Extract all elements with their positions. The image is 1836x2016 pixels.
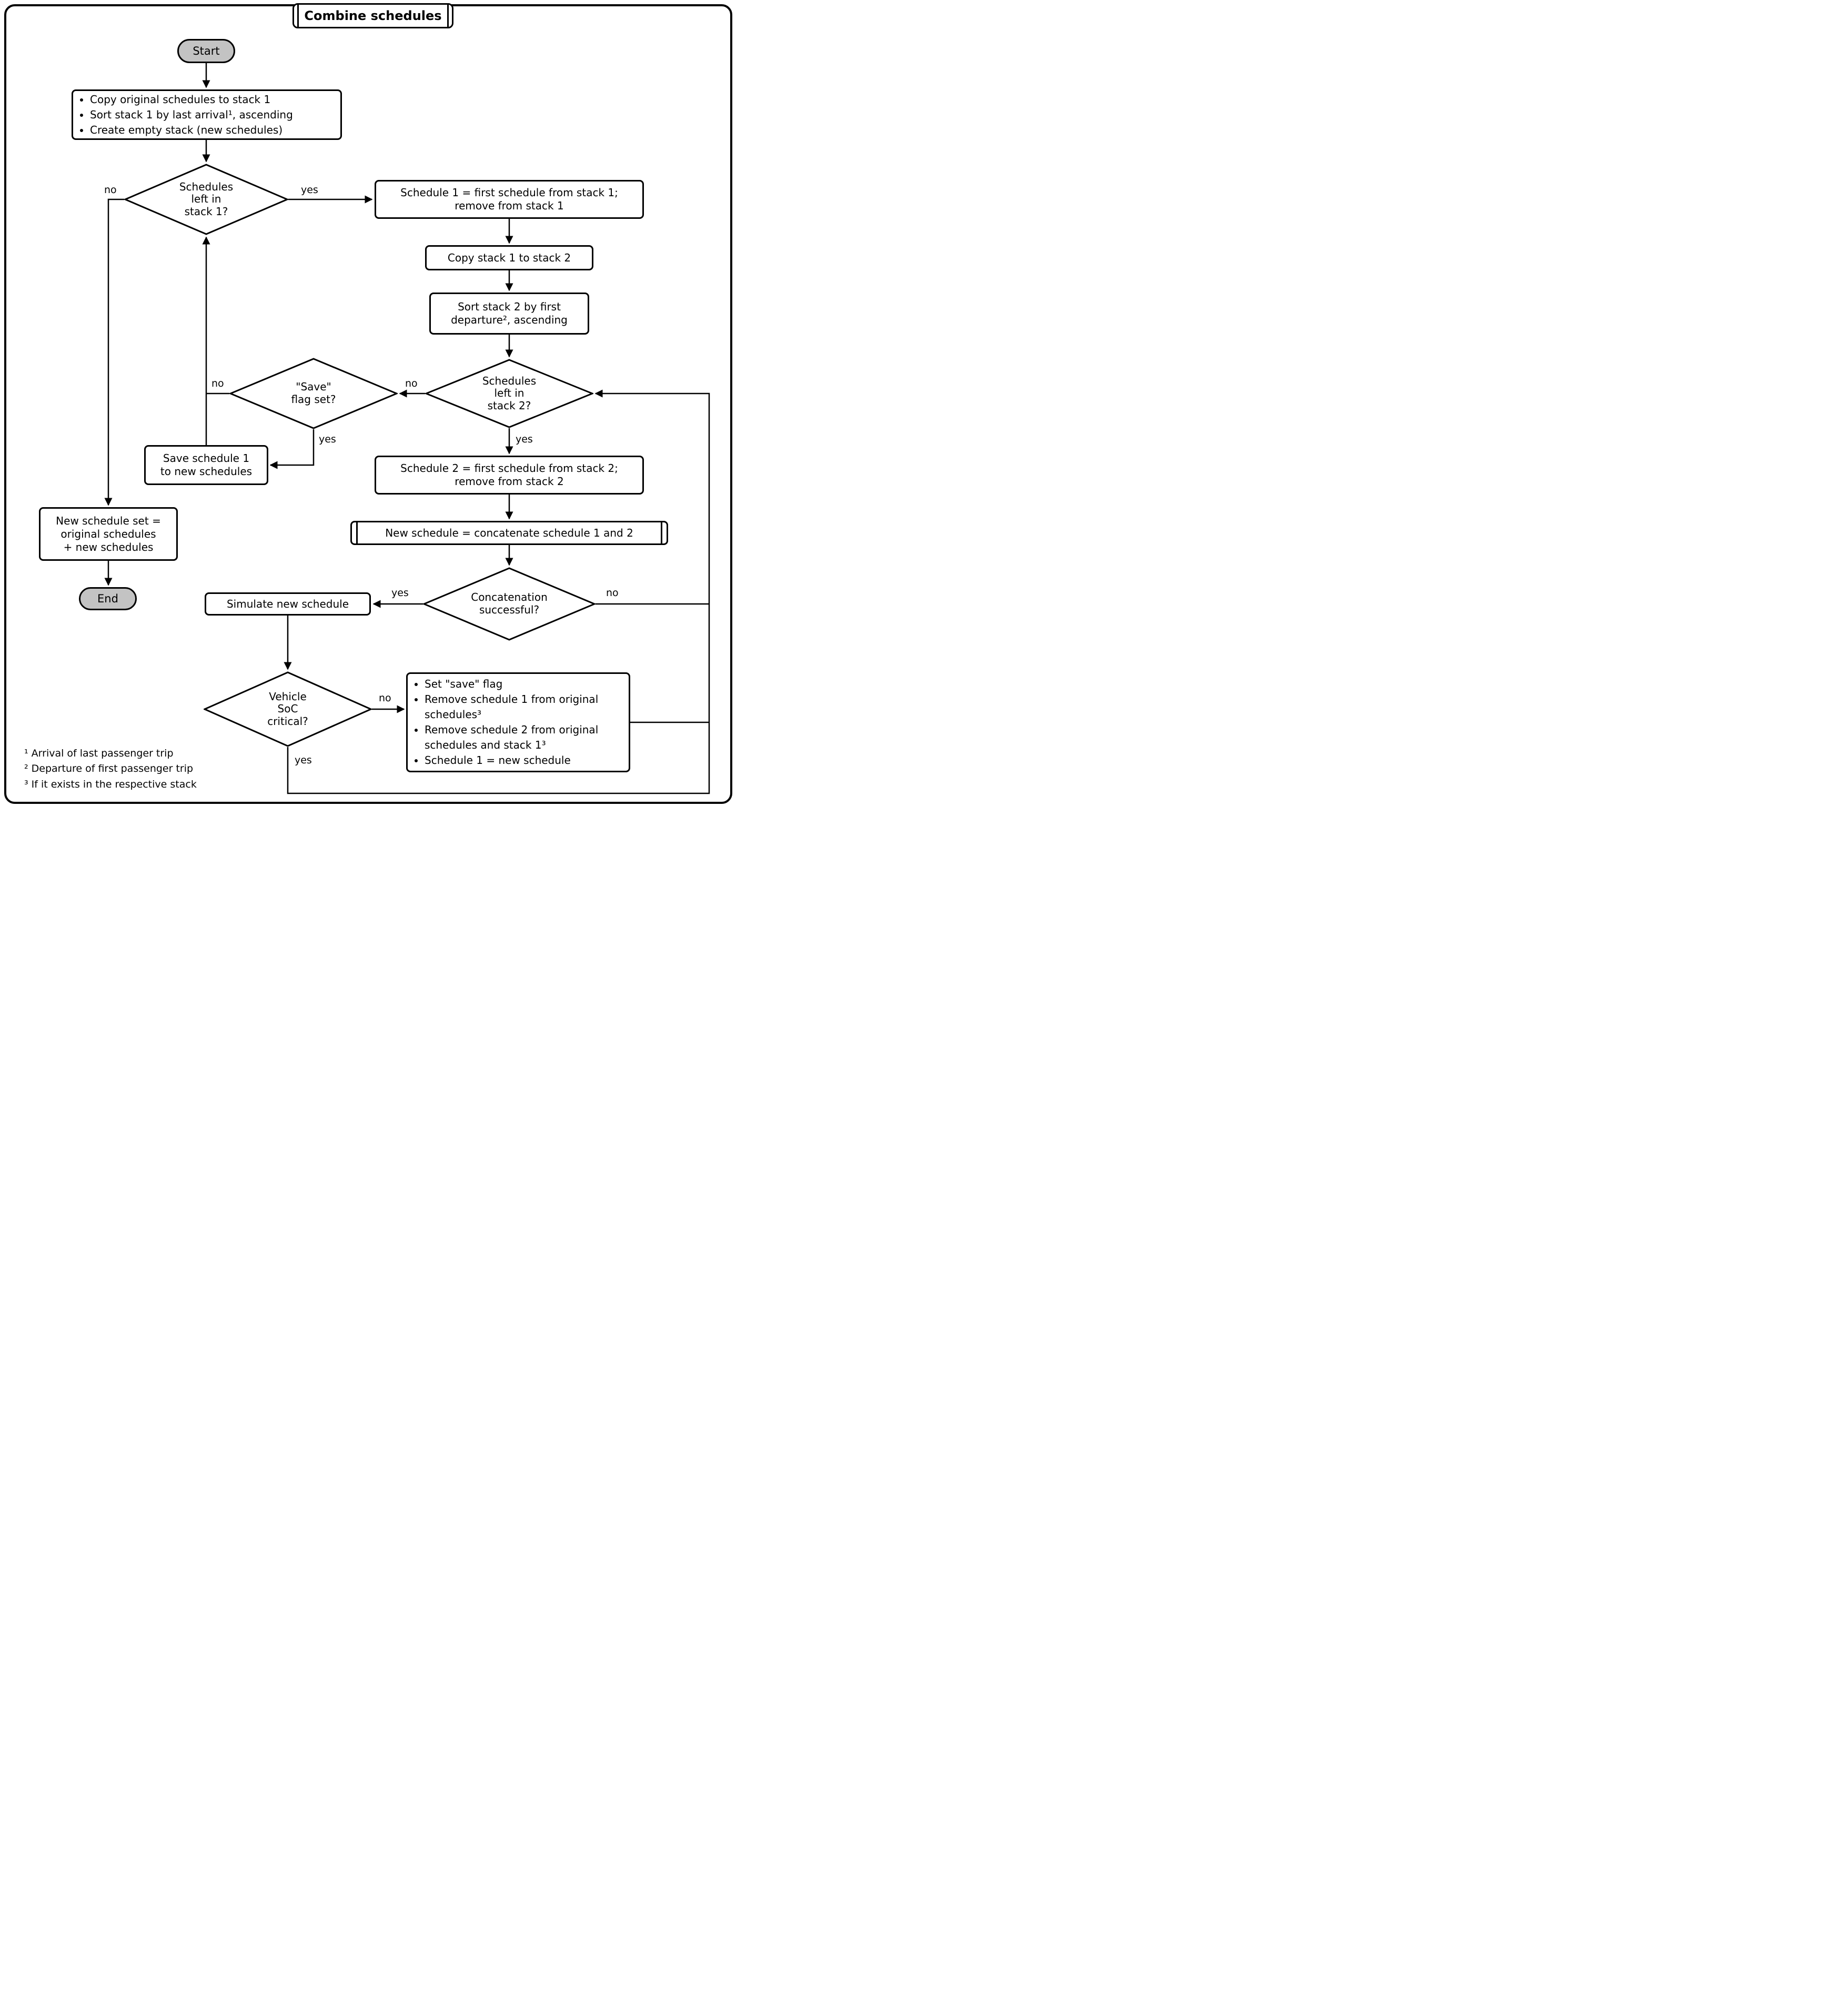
soc-critical-line: SoC (277, 702, 298, 715)
edge-label-soc-yes: yes (295, 754, 312, 766)
take-schedule1-line: Schedule 1 = first schedule from stack 1; (400, 186, 618, 199)
edge-label-saveflag-yes: yes (319, 434, 336, 445)
edge-label-stack2-no: no (405, 378, 418, 389)
edge-label-concat-no: no (606, 587, 619, 599)
edge-label-stack2-yes: yes (516, 434, 533, 445)
stack2-left-line: left in (494, 387, 524, 400)
update-bullet: • Remove schedule 2 from original schedules and stack 1³ (425, 722, 623, 753)
edge-label-concat-yes: yes (391, 587, 409, 599)
soc-critical-line: Vehicle (269, 690, 307, 703)
edge-label-stack1-no: no (104, 184, 117, 196)
stack1-left-line: Schedules (179, 180, 234, 193)
save-flag-line: flag set? (291, 393, 336, 406)
start-terminal (177, 39, 235, 63)
copy-stack-label: Copy stack 1 to stack 2 (447, 251, 571, 264)
stack1-left-decision (124, 164, 288, 235)
save-flag-decision (229, 358, 398, 429)
save-flag-line: "Save" (296, 380, 331, 394)
stack2-left-decision (425, 359, 593, 428)
update-schedules-box (406, 672, 630, 772)
edge-label-saveflag-no: no (211, 378, 224, 389)
concat-successful-line: Concatenation (471, 591, 548, 604)
concatenate-subroutine (350, 521, 668, 545)
soc-critical-decision (204, 671, 372, 747)
sort-stack2-line: Sort stack 2 by first (458, 300, 561, 313)
stack1-left-line: left in (191, 193, 221, 206)
end-terminal (79, 587, 137, 610)
new-schedule-set-line: original schedules (60, 527, 156, 540)
stack1-left-line: stack 1? (184, 205, 228, 218)
start-label: Start (193, 45, 220, 57)
sort-stack2-box (429, 293, 589, 335)
diagram-title-text: Combine schedules (304, 8, 442, 23)
update-bullet: • Remove schedule 1 from original schedules³ (425, 692, 623, 722)
sort-stack2-line: departure², ascending (451, 314, 568, 326)
update-bullet: • Schedule 1 = new schedule (425, 753, 623, 768)
copy-stack-box (425, 245, 593, 270)
new-schedule-set-line: + new schedules (63, 540, 154, 553)
footnotes (24, 746, 250, 792)
init-bullet: • Create empty stack (new schedules) (90, 123, 293, 138)
take-schedule2-line: Schedule 2 = first schedule from stack 2; (400, 462, 618, 475)
end-label: End (97, 592, 118, 605)
edge-label-stack1-yes: yes (301, 184, 318, 196)
take-schedule1-box (375, 180, 644, 219)
stack2-left-line: stack 2? (487, 399, 531, 412)
stack2-left-line: Schedules (482, 374, 537, 387)
footnote-3: ³ If it exists in the respective stack (24, 778, 197, 790)
init-bullet: • Sort stack 1 by last arrival¹, ascending (90, 107, 293, 123)
new-schedule-set-box (39, 507, 178, 561)
footnote-2: ² Departure of first passenger trip (24, 763, 194, 775)
new-schedule-set-line: New schedule set = (56, 514, 161, 527)
concat-successful-decision (423, 567, 596, 641)
update-bullet: • Set "save" flag (425, 677, 623, 692)
take-schedule1-line: remove from stack 1 (455, 199, 564, 212)
take-schedule2-box (375, 456, 644, 495)
init-process-box (72, 89, 342, 140)
save-schedule1-box (144, 445, 268, 485)
init-bullet: • Copy original schedules to stack 1 (90, 92, 293, 107)
edge-label-soc-no: no (379, 692, 391, 704)
save-schedule1-line: to new schedules (160, 465, 253, 478)
footnote-1: ¹ Arrival of last passenger trip (24, 748, 174, 759)
concat-successful-line: successful? (479, 603, 540, 616)
flowchart-canvas (0, 0, 734, 807)
save-schedule1-line: Save schedule 1 (163, 452, 250, 465)
simulate-label: Simulate new schedule (226, 597, 349, 610)
diagram-title (292, 3, 453, 28)
take-schedule2-line: remove from stack 2 (455, 475, 564, 488)
simulate-box (205, 592, 371, 616)
soc-critical-line: critical? (267, 714, 308, 728)
concatenate-label: New schedule = concatenate schedule 1 and 2 (385, 526, 633, 539)
